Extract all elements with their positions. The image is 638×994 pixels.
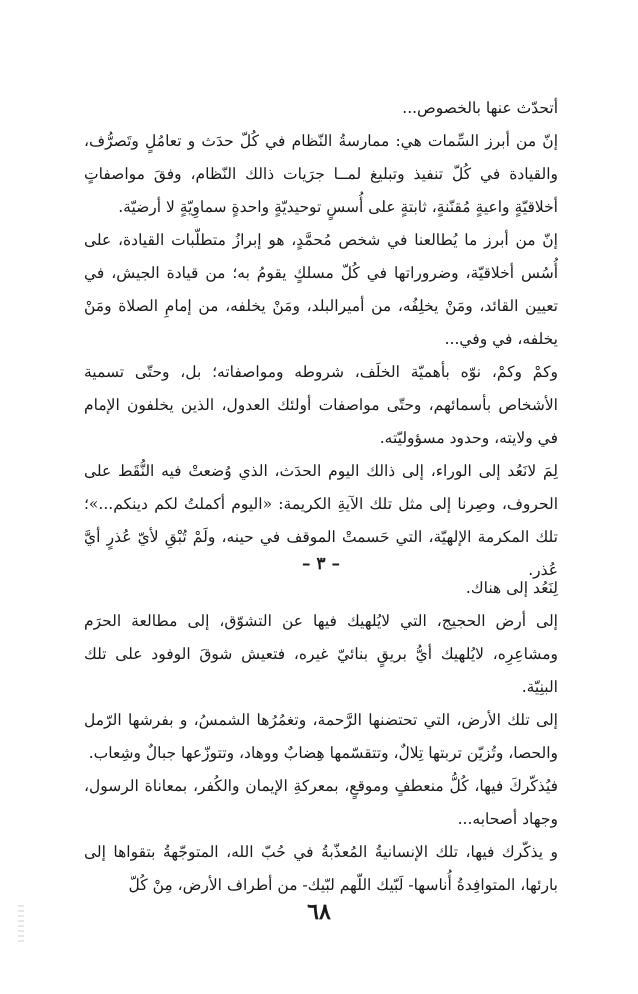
- paragraph: إنّ من أبرز ما يُطالعنا في شخص مُحمَّدٍ، هو إبرازُ متطلّبات القيادة، على أُسُس أخلاقيّة، وضروراتها في كُلّ مسلكٍ يقومُ به؛ من قيادة الجيش، في تعيين القائد، ومَنْ يخلِفُه، من أميرالبلد، ومَنْ يخلفه، من إمامِ الصلاة ومَنْ يخلفه، في وفي...: [84, 231, 558, 348]
- paragraph: وكمْ وكمْ، نوّه بأهميّة الخلَف، شروطه ومواصفاته؛ بل، وحتّى تسمية الأشخاص بأسمائهم، وحتّى مواصفات أولئك العدول، الذين يخلفون الإمام في ولايته، وحدود مسؤوليّته.: [84, 363, 558, 447]
- paragraph: لِنَعُد إلى هناك.: [465, 579, 558, 597]
- paragraph: لِمَ لانَعُد إلى الوراء، إلى ذالك اليوم الحدَث، الذي وُضعتْ فيه النُّقَط على الحروف، وصِرنا إلى مثل تلك الآيةِ الكريمة: «اليوم أكملتُ لكم دينكم...»؛ تلك المكرمة الإلهيّة، التي حَسمتْ الموقف في حينه، ولَمْ تُبْقِ لأيّ عُذرٍ أيَّ عُذر.: [84, 462, 558, 579]
- section-number: – ٣ –: [302, 554, 340, 574]
- text-block-lower: [84, 572, 558, 902]
- paragraph: إنّ من أبرز السِّمات هي: ممارسةُ النّظام في كُلّ حدَث و تعامُلٍ وتَصرُّف، والقيادة في كُلّ تنفيذ وتبليغ لمــا جرَيات ذالك النّظام، وفقَ مواصفاتٍ أخلاقيّةٍ واعيةٍ مُقنّنةٍ، ثابتةٍ على أُسسٍ توحيديّةٍ واحدةٍ سماوِيّةٍ لا أرضيّة.: [84, 132, 558, 216]
- text-block-upper: [84, 92, 558, 587]
- page-edge-scan-mark: [18, 905, 24, 945]
- paragraph: أتحدّث عنها بالخصوص...: [402, 99, 558, 117]
- paragraph: إلى أرض الحجيج، التي لايُلهيك فيها عن التشوّق، إلى مطالعة الحرَم ومشاعِرِه، لايُلهيك أيُّ بريقٍ بنائيّ غيره، فتعيش شوقَ الوفود على تلك البنِيّة.: [84, 612, 558, 696]
- paragraph: و يذكّرك فيها، تلك الإنسانيةُ المُعذّبةُ في حُبّ الله، المتوجّهةُ بتقواها إلى بارئها، المتوافِدةُ أُناسها- لَبّيك اللّهم لبّيك- من أطراف الأرض، مِنْ كُلّ: [84, 843, 558, 894]
- paragraph: إلى تلك الأرض، التي تحتضنها الرَّحمة، وتغمُرُها الشمسُ، و بفرشها الرّمل والحصا، وتُزيّن تربتها تِلالٌ، وتتقسّمها هِضابٌ ووهاد، وتتوزّعها جبالٌ وشِعاب.: [84, 711, 558, 762]
- paragraph: فيُذكّركَ فيها، كُلُّ منعطفٍ وموقعٍ، بمعركةِ الإيمان والكُفر، بمعاناة الرسول، وجهاد أصحابه...: [84, 777, 558, 828]
- page-number: ٦٨: [307, 899, 331, 925]
